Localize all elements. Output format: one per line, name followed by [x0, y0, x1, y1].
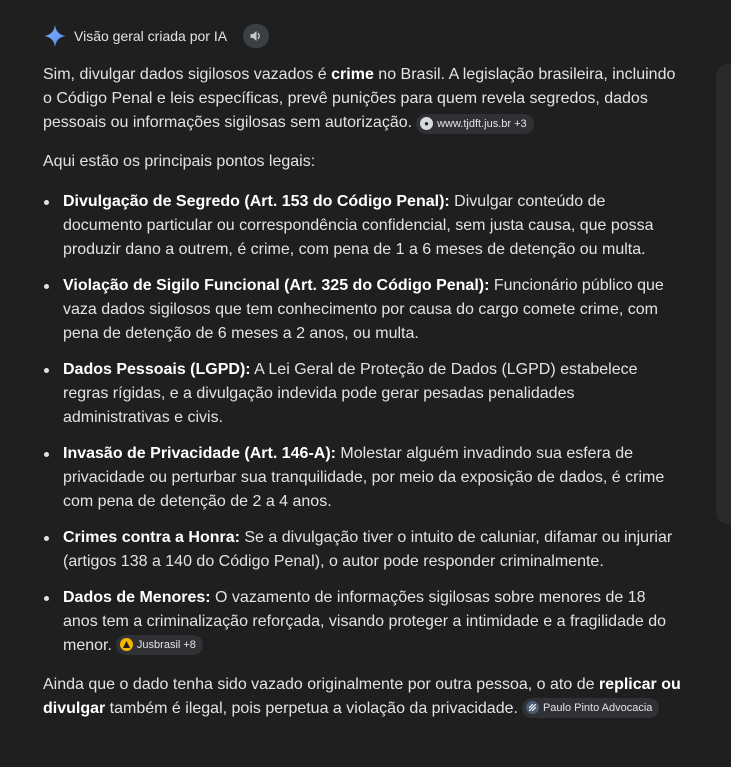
point-text: Funcionário público que vaza dados sigilosos que tem conhecimento por causa do cargo comete crime, com pena de detenção de 6 meses a 2 anos, ou multa. [63, 277, 664, 342]
source-chip-tjdft[interactable] [416, 114, 534, 134]
point-title: Divulgação de Segredo (Art. 153 do Código Penal): [63, 193, 450, 210]
sparkle-icon [43, 24, 67, 48]
point-title: Invasão de Privacidade (Art. 146-A): [63, 445, 336, 462]
point-text: Divulgar conteúdo de documento particular ou correspondência confidencial, sem justa causa, que possa produzir dano a outrem, é crime, com pena de 1 a 6 meses de detenção ou multa. [63, 193, 654, 258]
closing-paragraph [43, 673, 683, 721]
closing-text-b: também é ilegal, pois perpetua a violação da privacidade. [105, 700, 518, 717]
header-title: Visão geral criada por IA [74, 28, 228, 44]
point-text: Se a divulgação tiver o intuito de caluniar, difamar ou injuriar (artigos 138 a 140 do Código Penal), o autor pode responder criminalmente. [63, 529, 673, 570]
intro-text-b: no Brasil. A legislação brasileira, incluindo o Código Penal e leis específicas, prevê punições para quem revela segredos, dados pessoais ou informações sigilosas sem autorização. [43, 66, 676, 131]
speaker-icon [249, 29, 263, 43]
tjdft-icon: ● [420, 117, 433, 130]
point-title: Dados de Menores: [63, 589, 211, 606]
source-chip-jusbrasil[interactable] [116, 635, 203, 655]
list-item [43, 586, 683, 658]
list-item [43, 274, 683, 346]
point-text: O vazamento de informações sigilosas sobre menores de 18 anos tem a criminalização reforçada, visando proteger a intimidade e a fragilidade do menor. [63, 589, 667, 654]
ai-overview-header [43, 23, 269, 49]
intro-text-a: Sim, divulgar dados sigilosos vazados é [43, 66, 332, 83]
listen-button[interactable] [243, 24, 269, 48]
point-title: Dados Pessoais (LGPD): [63, 361, 251, 378]
list-item [43, 442, 683, 514]
ai-overview-content [43, 63, 683, 721]
paulo-pinto-icon [526, 701, 539, 714]
lead-text: Aqui estão os principais pontos legais: [43, 153, 316, 170]
intro-paragraph [43, 63, 683, 135]
intro-bold: crime [331, 66, 374, 83]
side-panel [716, 64, 731, 524]
closing-text-a: Ainda que o dado tenha sido vazado originalmente por outra pessoa, o ato de [43, 676, 599, 693]
source-chip-jusbrasil-label: Jusbrasil +8 [136, 638, 196, 651]
source-chip-paulo-pinto[interactable] [522, 698, 659, 718]
source-chip-tjdft-label: www.tjdft.jus.br +3 [437, 117, 527, 130]
list-item [43, 358, 683, 430]
legal-points-list [43, 190, 683, 658]
point-title: Crimes contra a Honra: [63, 529, 240, 546]
point-text: A Lei Geral de Proteção de Dados (LGPD) estabelece regras rígidas, e a divulgação indevida pode gerar pesadas penalidades administrativas e civis. [63, 361, 638, 426]
jusbrasil-icon [120, 638, 133, 651]
closing-bold: replicar ou divulgar [43, 676, 681, 717]
list-item [43, 190, 683, 262]
point-title: Violação de Sigilo Funcional (Art. 325 do Código Penal): [63, 277, 490, 294]
source-chip-paulo-pinto-label: Paulo Pinto Advocacia [542, 701, 653, 714]
list-item [43, 526, 683, 574]
point-text: Molestar alguém invadindo sua esfera de privacidade ou perturbar sua tranquilidade, por meio da exposição de dados, é crime com pena de detenção de 2 a 4 anos. [63, 445, 665, 510]
